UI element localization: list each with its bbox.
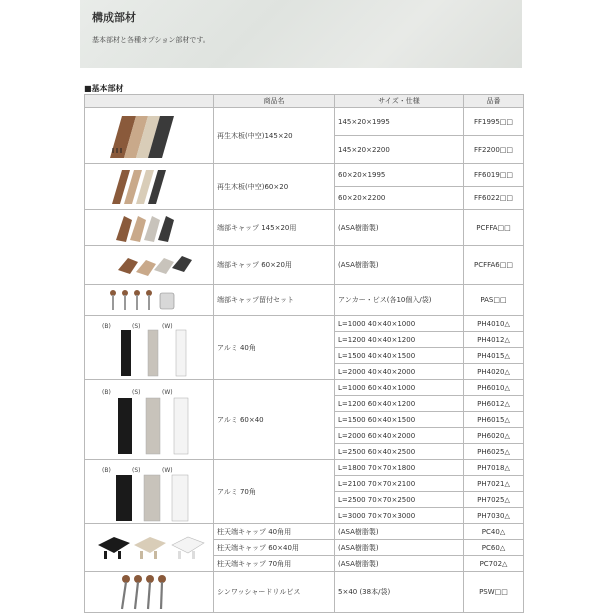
section-title: ■基本部材 — [84, 84, 124, 93]
post-label: (W) — [162, 389, 173, 396]
wood-board-hollow-145-icon — [88, 108, 217, 163]
product-name: 再生木板(中空)60×20 — [214, 164, 335, 210]
anchor-screw-set-icon — [88, 285, 217, 315]
code-cell: PSW□□ — [464, 572, 524, 613]
product-image — [85, 108, 214, 164]
aluminum-post-70-icon — [88, 462, 217, 522]
page-title: 構成部材 — [92, 11, 136, 24]
size-cell: 145×20×1995 — [335, 108, 464, 136]
table-row — [85, 524, 524, 540]
product-name: 再生木板(中空)145×20 — [214, 108, 335, 164]
code-cell: PH4020△ — [464, 364, 524, 380]
product-name: アルミ 70角 — [214, 460, 335, 524]
table-row — [85, 380, 524, 396]
size-cell: (ASA樹脂製) — [335, 556, 464, 572]
size-cell: 5×40 (38本/袋) — [335, 572, 464, 613]
post-label: (B) — [102, 389, 111, 396]
post-label: (S) — [132, 322, 141, 330]
size-cell: L=3000 70×70×3000 — [335, 508, 464, 524]
size-cell: アンカー・ビス(各10個入/袋) — [335, 285, 464, 316]
header-image-cell — [85, 95, 214, 108]
code-cell: PH4012△ — [464, 332, 524, 348]
product-image — [85, 285, 214, 316]
table-row — [85, 285, 524, 316]
size-cell: 145×20×2200 — [335, 136, 464, 164]
column-header-code: 品番 — [464, 95, 524, 108]
code-cell: PH6010△ — [464, 380, 524, 396]
code-cell: FF6019□□ — [464, 164, 524, 187]
size-cell: (ASA樹脂製) — [335, 524, 464, 540]
code-cell: PC40△ — [464, 524, 524, 540]
code-cell: FF6022□□ — [464, 187, 524, 210]
column-header-name: 商品名 — [214, 95, 335, 108]
table-row — [85, 210, 524, 246]
size-cell: 60×20×1995 — [335, 164, 464, 187]
size-cell: (ASA樹脂製) — [335, 246, 464, 285]
product-image — [85, 460, 214, 524]
product-image — [85, 316, 214, 380]
post-label: (S) — [132, 389, 141, 396]
drill-screw-icon — [88, 572, 217, 612]
product-image — [85, 380, 214, 460]
post-label: (S) — [132, 466, 141, 474]
table-row — [85, 164, 524, 187]
product-name: 端部キャップ 60×20用 — [214, 246, 335, 285]
wood-board-hollow-60-icon — [88, 164, 217, 209]
end-cap-145-icon — [88, 210, 217, 245]
size-cell: L=1500 40×40×1500 — [335, 348, 464, 364]
product-name: 柱天端キャップ 70角用 — [214, 556, 335, 572]
page-header — [80, 0, 522, 68]
code-cell: PH6015△ — [464, 412, 524, 428]
size-cell: L=2000 60×40×2000 — [335, 428, 464, 444]
post-label: (B) — [102, 466, 111, 474]
product-name: アルミ 60×40 — [214, 380, 335, 460]
code-cell: PCFFA□□ — [464, 210, 524, 246]
aluminum-post-60x40-icon — [88, 382, 217, 457]
code-cell: PH4015△ — [464, 348, 524, 364]
table-row — [85, 316, 524, 332]
post-top-cap-icon — [88, 525, 217, 570]
end-cap-60-icon — [88, 246, 217, 284]
size-cell: L=1800 70×70×1800 — [335, 460, 464, 476]
size-cell: L=1500 60×40×1500 — [335, 412, 464, 428]
code-cell: PH6020△ — [464, 428, 524, 444]
column-header-size: サイズ・仕様 — [335, 95, 464, 108]
post-label: (W) — [162, 466, 173, 474]
code-cell: PC60△ — [464, 540, 524, 556]
product-image — [85, 572, 214, 613]
code-cell: PAS□□ — [464, 285, 524, 316]
size-cell: L=2100 70×70×2100 — [335, 476, 464, 492]
table-header-row — [85, 95, 524, 108]
code-cell: PH7018△ — [464, 460, 524, 476]
size-cell: L=2500 70×70×2500 — [335, 492, 464, 508]
product-name: シンワッシャードリルビス — [214, 572, 335, 613]
code-cell: FF1995□□ — [464, 108, 524, 136]
product-name: 柱天端キャップ 40角用 — [214, 524, 335, 540]
size-cell: 60×20×2200 — [335, 187, 464, 210]
parts-table — [84, 94, 524, 613]
product-image — [85, 210, 214, 246]
table-row — [85, 108, 524, 136]
aluminum-post-40-icon — [88, 318, 217, 378]
product-image — [85, 246, 214, 285]
code-cell: PH6025△ — [464, 444, 524, 460]
size-cell: L=1200 60×40×1200 — [335, 396, 464, 412]
product-name: 柱天端キャップ 60×40用 — [214, 540, 335, 556]
table-row — [85, 460, 524, 476]
product-name: 端部キャップ留付セット — [214, 285, 335, 316]
size-cell: L=1000 60×40×1000 — [335, 380, 464, 396]
code-cell: PH4010△ — [464, 316, 524, 332]
size-cell: L=2000 40×40×2000 — [335, 364, 464, 380]
product-name: アルミ 40角 — [214, 316, 335, 380]
product-image — [85, 164, 214, 210]
size-cell: L=2500 60×40×2500 — [335, 444, 464, 460]
size-cell: (ASA樹脂製) — [335, 540, 464, 556]
code-cell: PH7025△ — [464, 492, 524, 508]
table-row — [85, 572, 524, 613]
post-label: (W) — [162, 322, 173, 330]
code-cell: PH6012△ — [464, 396, 524, 412]
size-cell: (ASA樹脂製) — [335, 210, 464, 246]
page-description: 基本部材と各種オプション部材です。 — [92, 36, 210, 44]
code-cell: PC702△ — [464, 556, 524, 572]
code-cell: FF2200□□ — [464, 136, 524, 164]
code-cell: PCFFA6□□ — [464, 246, 524, 285]
product-image — [85, 524, 214, 572]
code-cell: PH7030△ — [464, 508, 524, 524]
product-name: 端部キャップ 145×20用 — [214, 210, 335, 246]
table-row — [85, 246, 524, 285]
size-cell: L=1000 40×40×1000 — [335, 316, 464, 332]
size-cell: L=1200 40×40×1200 — [335, 332, 464, 348]
post-label: (B) — [102, 322, 111, 330]
code-cell: PH7021△ — [464, 476, 524, 492]
